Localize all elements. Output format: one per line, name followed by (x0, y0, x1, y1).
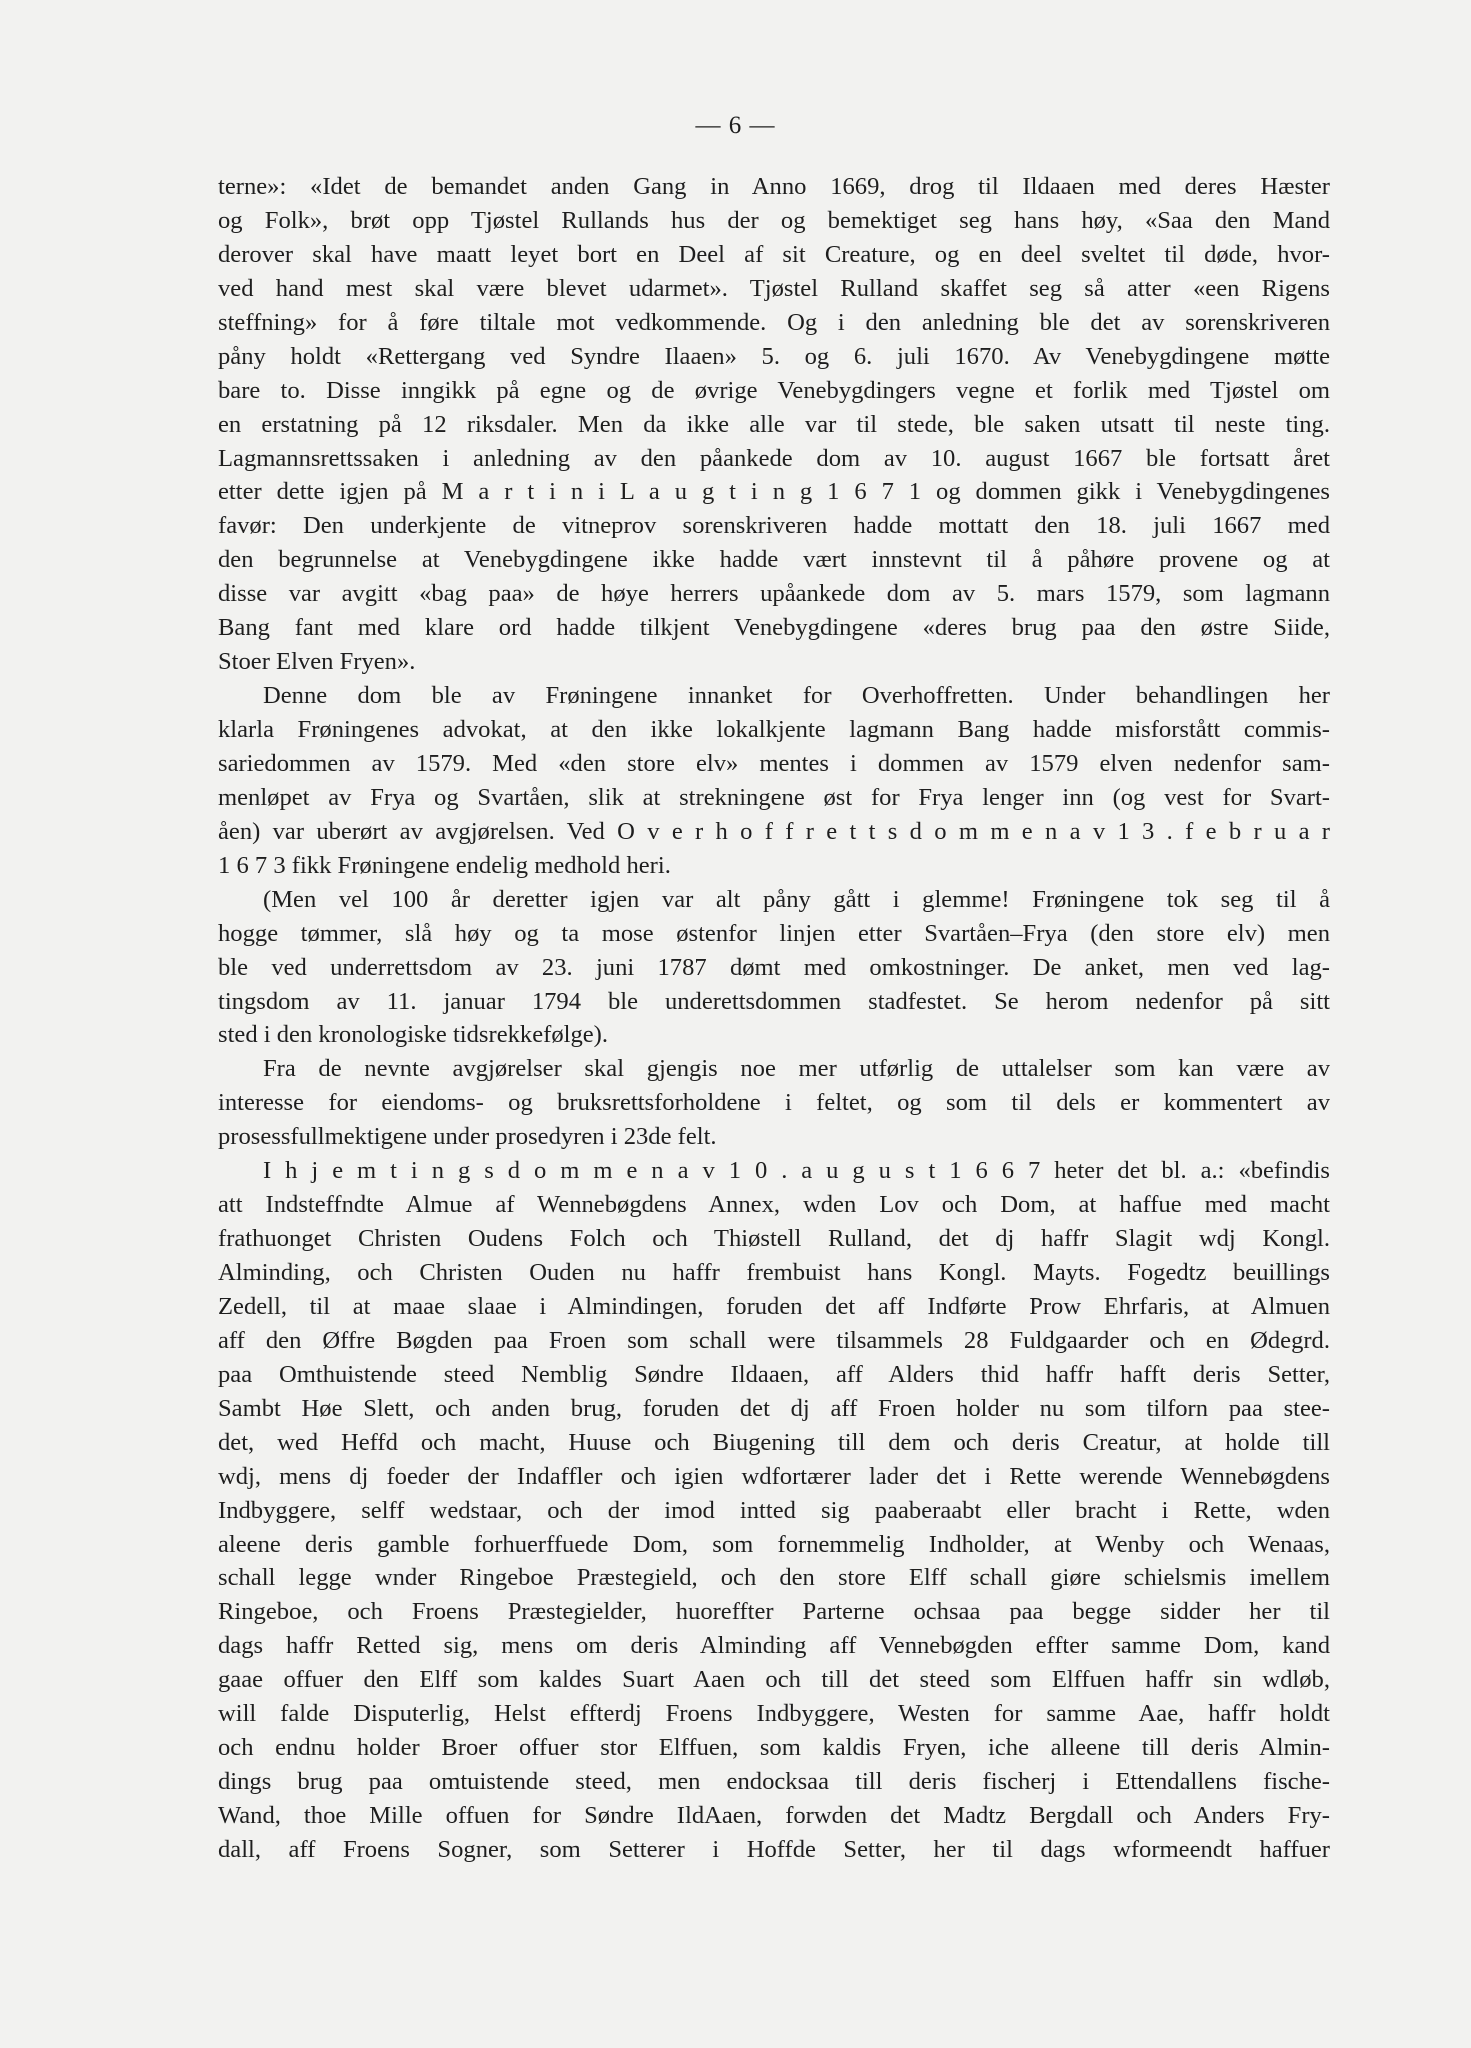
text-line: tingsdom av 11. januar 1794 ble underettsdommen stadfestet. Se herom nedenfor på sitt (218, 987, 1330, 1015)
text-line: Alminding, och Christen Ouden nu haffr frembuist hans Kongl. Mayts. Fogedtz beuillings (218, 1259, 1330, 1286)
text-line: prosessfullmektigene under prosedyren i 23de felt. (218, 1123, 717, 1151)
text-line: Sambt Høe Slett, och anden brug, foruden det dj aff Froen holder nu som tilforn paa stee- (218, 1394, 1330, 1422)
text-line: terne»: «Idet de bemandet anden Gang in Anno 1669, drog til Ildaaen med deres Hæster (218, 173, 1330, 200)
text-line: etter dette igjen på M a r t i n i L a u g t i n g 1 6 7 1 og dommen gikk i Venebygdingenes (218, 478, 1330, 506)
text-line: Denne dom ble av Frøningene innanket for Overhoffretten. Under behandlingen her (263, 682, 1330, 710)
text-line: will falde Disputerlig, Helst effterdj Froens Indbyggere, Westen for samme Aae, haffr holdt (218, 1700, 1330, 1728)
text-line: derover skal have maatt leyet bort en Deel af sit Creature, og en deel sveltet til døde, hvor- (218, 240, 1330, 268)
text-line: den begrunnelse at Venebygdingene ikke hadde vært innstevnt til å påhøre provene og at (218, 546, 1330, 574)
text-line: frathuonget Christen Oudens Folch och Thiøstell Rulland, det dj haffr Slagit wdj Kongl. (218, 1225, 1330, 1253)
text-line: sted i den kronologiske tidsrekkefølge). (218, 1021, 608, 1049)
text-line: ved hand mest skal være blevet udarmet». Tjøstel Rulland skaffet seg så atter «een Rigens (218, 274, 1330, 302)
text-line: Fra de nevnte avgjørelser skal gjengis noe mer utførlig de uttalelser som kan være av (263, 1055, 1330, 1083)
text-line: en erstatning på 12 riksdaler. Men da ikke alle var til stede, ble saken utsatt til neste ting. (218, 410, 1330, 438)
text-line: aff den Øffre Bøgden paa Froen som schall were tilsammels 28 Fuldgaarder och en Ødegrd. (218, 1326, 1330, 1354)
text-line: og Folk», brøt opp Tjøstel Rullands hus der og bemektiget seg hans høy, «Saa den Mand (218, 206, 1330, 234)
text-line: favør: Den underkjente de vitneprov sorenskriveren hadde mottatt den 18. juli 1667 med (218, 512, 1330, 540)
text-line: att Indsteffndte Almue af Wennebøgdens Annex, wden Lov och Dom, at haffue med macht (218, 1191, 1330, 1219)
body-text (218, 170, 1330, 1867)
text-line: ble ved underrettsdom av 23. juni 1787 dømt med omkostninger. De anket, men ved lag- (218, 953, 1330, 981)
text-line: I h j e m t i n g s d o m m e n a v 1 0 . a u g u s t 1 6 6 7 heter det bl. a.: «befindis (263, 1157, 1330, 1185)
text-line: Indbyggere, selff wedstaar, och der imod intted sig paaberaabt eller bracht i Rette, wden (218, 1496, 1330, 1524)
text-line: 1 6 7 3 fikk Frøningene endelig medhold heri. (218, 851, 671, 879)
text-line: schall legge wnder Ringeboe Præstegield, och den store Elff schall giøre schielsmis imellem (218, 1564, 1330, 1592)
text-line: och endnu holder Broer offuer stor Elffuen, som kaldis Fryen, iche alleene till deris Almin- (218, 1734, 1330, 1762)
text-line: interesse for eiendoms- og bruksrettsforholdene i feltet, og som til dels er kommentert av (218, 1089, 1330, 1117)
text-line: hogge tømmer, slå høy og ta mose østenfor linjen etter Svartåen–Frya (den store elv) men (218, 919, 1330, 947)
text-line: sariedommen av 1579. Med «den store elv» mentes i dommen av 1579 elven nedenfor sam- (218, 749, 1330, 777)
text-line: dall, aff Froens Sogner, som Setterer i Hoffde Setter, her til dags wformeendt haffuer (218, 1835, 1330, 1863)
text-line: (Men vel 100 år deretter igjen var alt påny gått i glemme! Frøningene tok seg til å (263, 885, 1330, 913)
text-line: klarla Frøningenes advokat, at den ikke lokalkjente lagmann Bang hadde misforstått commis- (218, 716, 1330, 743)
text-line: Bang fant med klare ord hadde tilkjent Venebygdingene «deres brug paa den østre Siide, (218, 614, 1330, 642)
text-line: Stoer Elven Fryen». (218, 648, 416, 676)
text-line: påny holdt «Rettergang ved Syndre Ilaaen» 5. og 6. juli 1670. Av Venebygdingene møtte (218, 342, 1330, 370)
text-line: Lagmannsrettssaken i anledning av den påankede dom av 10. august 1667 ble fortsatt året (218, 444, 1330, 472)
text-line: paa Omthuistende steed Nemblig Søndre Ildaaen, aff Alders thid haffr hafft deris Setter, (218, 1360, 1330, 1388)
text-line: Wand, thoe Mille offuen for Søndre IldAaen, forwden det Madtz Bergdall och Anders Fry- (218, 1802, 1330, 1829)
text-line: wdj, mens dj foeder der Indaffler och igien wdfortærer lader det i Rette werende Wennebøgdens (218, 1462, 1330, 1490)
text-line: Ringeboe, och Froens Præstegielder, huoreffter Parterne ochsaa paa begge sidder her til (218, 1598, 1330, 1626)
text-line: det, wed Heffd och macht, Huuse och Biugening till dem och deris Creatur, at holde till (218, 1428, 1330, 1456)
text-line: dags haffr Retted sig, mens om deris Alminding aff Vennebøgden effter samme Dom, kand (218, 1632, 1330, 1660)
text-line: aleene deris gamble forhuerffuede Dom, som fornemmelig Indholder, at Wenby och Wenaas, (218, 1530, 1330, 1558)
text-line: disse var avgitt «bag paa» de høye herrers upåankede dom av 5. mars 1579, som lagmann (218, 580, 1330, 608)
text-line: gaae offuer den Elff som kaldes Suart Aaen och till det steed som Elffuen haffr sin wdløb, (218, 1666, 1330, 1694)
text-line: steffning» for å føre tiltale mot vedkommende. Og i den anledning ble det av sorenskriveren (218, 308, 1330, 336)
text-line: dings brug paa omtuistende steed, men endocksaa till deris fischerj i Ettendallens fische- (218, 1768, 1330, 1796)
text-line: bare to. Disse inngikk på egne og de øvrige Venebygdingers vegne et forlik med Tjøstel om (218, 376, 1330, 404)
page-number: — 6 — (695, 112, 776, 139)
text-line: åen) var uberørt av avgjørelsen. Ved O v e r h o f f r e t t s d o m m e n a v 1 3 . f e b r u a r (218, 817, 1330, 845)
text-line: menløpet av Frya og Svartåen, slik at strekningene øst for Frya lenger inn (og vest for Svart- (218, 783, 1330, 811)
text-line: Zedell, til at maae slaae i Almindingen, foruden det aff Indførte Prow Ehrfaris, at Almuen (218, 1292, 1330, 1320)
